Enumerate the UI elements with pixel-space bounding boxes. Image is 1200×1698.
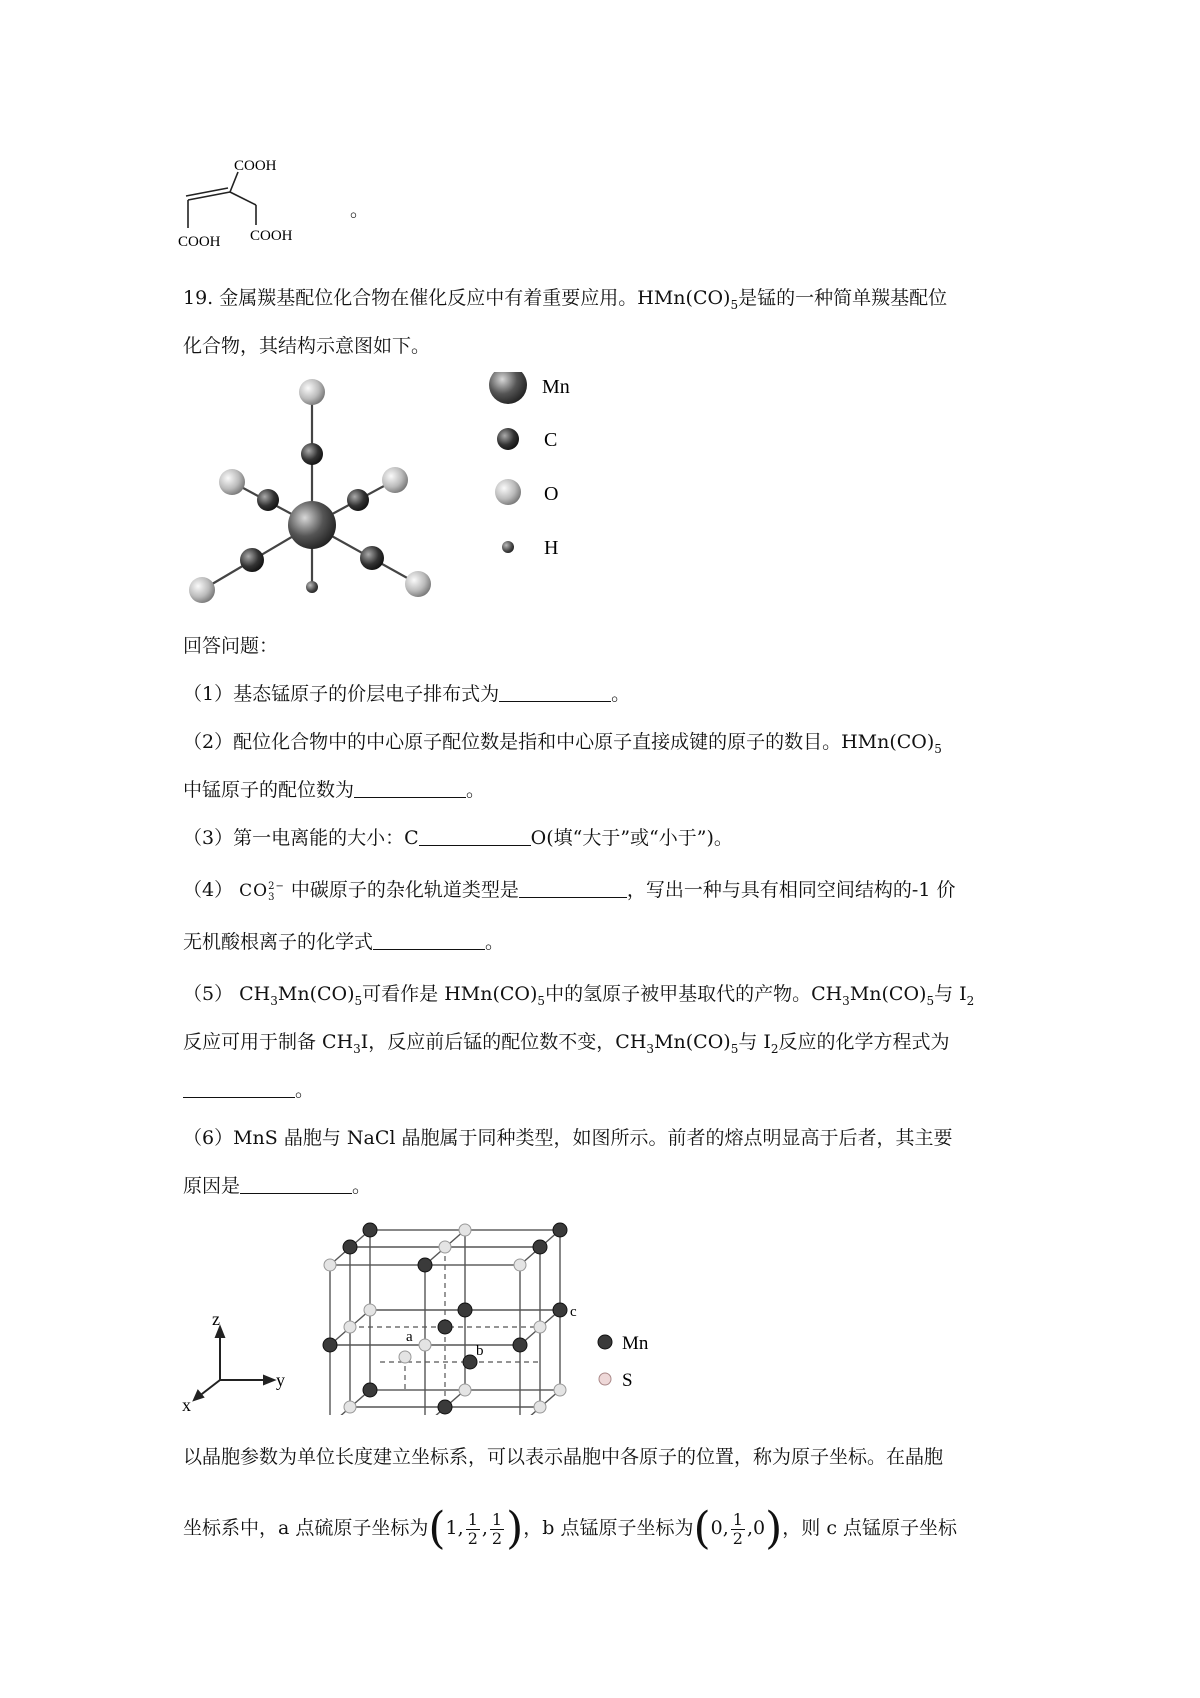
question-1: （1）基态锰原子的价层电子排布式为 。: [183, 683, 631, 705]
carbon-atom: [360, 546, 384, 570]
answer-blank[interactable]: [354, 779, 466, 798]
axis-z-label: z: [212, 1309, 220, 1329]
fraction-half: $\frac{1}{2}$: [491, 1509, 503, 1548]
legend-h-label: H: [544, 537, 559, 559]
legend-o-label: O: [544, 483, 559, 505]
legend-mn-label: Mn: [622, 1333, 649, 1354]
carbonate-ion: CO 2− 3: [239, 881, 285, 903]
question-3: （3）第一电离能的大小：C O(填“大于”或“小于”)。: [183, 827, 733, 849]
q19-intro-line2: 化合物，其结构示意图如下。: [183, 335, 431, 357]
manganese-atom: [288, 501, 336, 549]
question-2-line2: 中锰原子的配位数为 。: [183, 779, 486, 801]
oxygen-atom: [405, 571, 431, 597]
answer-blank[interactable]: [519, 879, 627, 898]
axis-y-label: y: [276, 1370, 285, 1390]
hydrogen-atom: [306, 581, 318, 593]
oxygen-atom: [299, 379, 325, 405]
q19-number: 19.: [183, 287, 214, 309]
legend-s-swatch: [599, 1373, 611, 1385]
question-4-line1: （4） CO 2− 3 中碳原子的杂化轨道类型是 ，写出一种与具有相同空间结构的-1 价: [183, 879, 956, 903]
coords-line2: 坐标系中，a 点硫原子坐标为(1, $\frac{1}{2}$ , $\frac{1}{2}$ )，b 点锰原子坐标为(0, $\frac{1}{2}$ ,0)，则 c 点锰原子坐标: [183, 1503, 958, 1554]
point-a-label: a: [406, 1329, 413, 1345]
fraction-half: $\frac{1}{2}$: [467, 1509, 478, 1548]
cooh-left-label: COOH: [178, 234, 221, 250]
point-a-atom: [419, 1339, 431, 1351]
legend-c-label: C: [544, 429, 558, 451]
legend-mn-swatch: [489, 372, 527, 404]
point-c-label: c: [570, 1304, 577, 1320]
axis-x-label: x: [182, 1395, 191, 1415]
legend-h-swatch: [502, 541, 514, 553]
legend-o-swatch: [495, 479, 521, 505]
point-c-atom: [553, 1303, 567, 1317]
question-6-line2: 原因是 。: [183, 1175, 372, 1197]
mns-crystal-figure: [180, 1215, 700, 1415]
hmnco5-structure-figure: [180, 372, 610, 612]
answer-blank[interactable]: [373, 931, 485, 950]
legend-s-label: S: [622, 1370, 633, 1391]
legend-c-swatch: [497, 428, 519, 450]
fraction-half: $\frac{1}{2}$: [732, 1509, 743, 1548]
carbon-atom: [301, 443, 323, 465]
question-4-line2: 无机酸根离子的化学式 。: [183, 931, 505, 953]
point-b-atom: [463, 1355, 477, 1369]
question-5-line3: 。: [183, 1076, 314, 1104]
carbon-atom: [257, 489, 279, 511]
cooh-right-label: COOH: [250, 228, 293, 244]
question-5-line2: 反应可用于制备 $CH_3I$，反应前后锰的配位数不变，$CH_3Mn(CO)_5$与 $I_2$反应的化学方程式为: [183, 1031, 950, 1056]
cooh-top-label: COOH: [234, 158, 277, 174]
oxygen-atom: [189, 577, 215, 603]
answer-blank[interactable]: [419, 827, 531, 846]
answer-blank[interactable]: [240, 1175, 352, 1194]
oxygen-atom: [219, 469, 245, 495]
question-5-line1: （5） $CH_3Mn(CO)_5$可看作是 $HMn(CO)_5$中的氢原子被甲基取代的产物。$CH_3Mn(CO)_5$与 $I_2$: [183, 983, 975, 1008]
question-6-line1: （6）MnS 晶胞与 NaCl 晶胞属于同种类型，如图所示。前者的熔点明显高于后者，其主要: [183, 1127, 953, 1149]
figure-period: 。: [350, 199, 370, 221]
legend-mn-swatch: [598, 1335, 612, 1349]
legend-mn-label: Mn: [542, 376, 570, 398]
structural-formula-figure: [178, 150, 358, 255]
answer-blank[interactable]: [183, 1079, 295, 1098]
q19-intro-line1: 19. 金属羰基配位化合物在催化反应中有着重要应用。$HMn(CO)_5$是锰的一种简单羰基配位: [183, 287, 948, 312]
question-2-line1: （2）配位化合物中的中心原子配位数是指和中心原子直接成键的原子的数目。$HMn(CO)_5$: [183, 731, 942, 756]
oxygen-atom: [382, 467, 408, 493]
answer-blank[interactable]: [499, 683, 611, 702]
answer-prompt: 回答问题：: [183, 635, 279, 657]
coords-line1: 以晶胞参数为单位长度建立坐标系，可以表示晶胞中各原子的位置，称为原子坐标。在晶胞: [183, 1446, 944, 1468]
point-b-label: b: [476, 1343, 484, 1359]
carbon-atom: [240, 548, 264, 572]
carbon-atom: [347, 489, 369, 511]
